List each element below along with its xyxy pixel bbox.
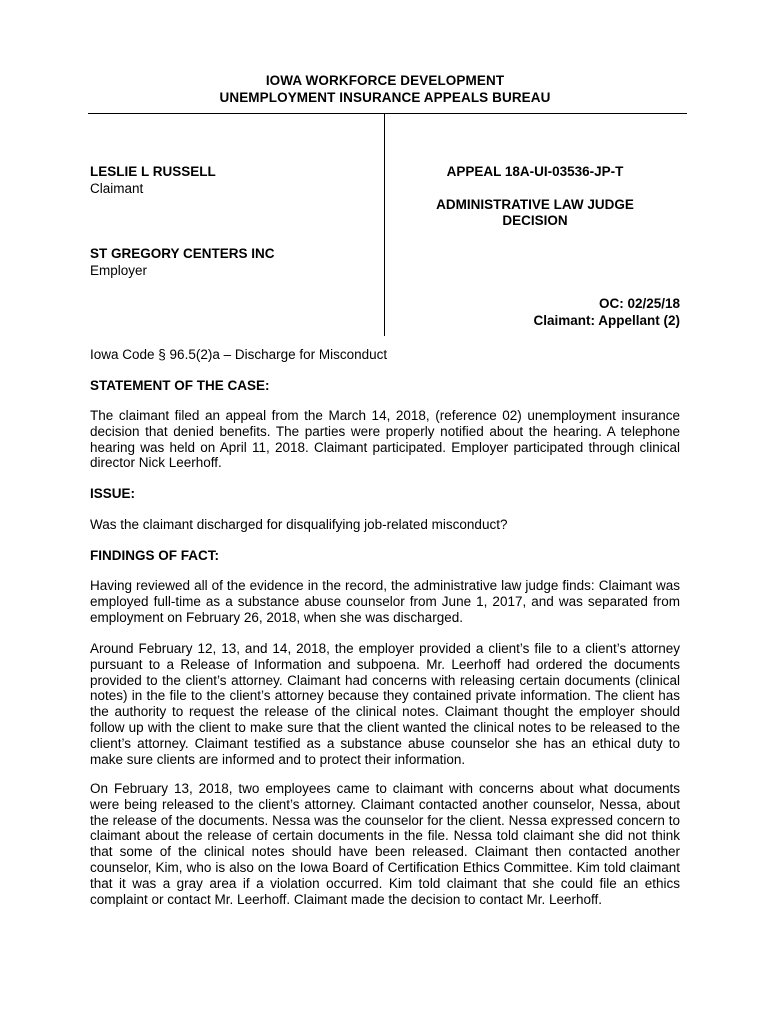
bureau-title: UNEMPLOYMENT INSURANCE APPEALS BUREAU	[219, 90, 551, 105]
findings-paragraph-3: On February 13, 2018, two employees came to claimant with concerns about what documents were being released to the client’s attorney. Claimant contacted another counselor, Nessa, about the release of the documents. Nessa was the counselor for the client. Nessa expressed concern to claimant about the release of certain documents in the file. Nessa told claimant she did not think that some of the clinical notes should have been released. Claimant then contacted another counselor, Kim, who is also on the Iowa Board of Certification Ethics Committee. Kim told claimant that it was a gray area if a violation occurred. Kim told claimant that she could file an ethics complaint or contact Mr. Leerhoff. Claimant made the decision to contact Mr. Leerhoff.	[90, 781, 680, 907]
issue-paragraph: Was the claimant discharged for disqualifying job-related misconduct?	[90, 517, 508, 532]
decision-title-line-1: ADMINISTRATIVE LAW JUDGE	[436, 197, 634, 212]
appeal-number: APPEAL 18A-UI-03536-JP-T	[446, 164, 624, 179]
oc-date: OC: 02/25/18	[598, 296, 680, 311]
findings-heading: FINDINGS OF FACT:	[90, 548, 219, 563]
statement-heading: STATEMENT OF THE CASE:	[90, 378, 270, 393]
claimant-status: Claimant: Appellant (2)	[533, 313, 680, 328]
caption-vertical-divider	[384, 113, 385, 336]
claimant-role: Claimant	[90, 181, 144, 196]
code-reference: Iowa Code § 96.5(2)a – Discharge for Misconduct	[90, 347, 388, 362]
issue-heading: ISSUE:	[90, 486, 136, 501]
findings-paragraph-1: Having reviewed all of the evidence in the record, the administrative law judge finds: Claimant was employed full-time as a substance abuse counselor from June 1, 2017, and was separated from employment on February 26, 2018, when she was discharged.	[90, 578, 680, 625]
agency-title: IOWA WORKFORCE DEVELOPMENT	[265, 73, 505, 88]
employer-role: Employer	[90, 263, 148, 278]
findings-paragraph-2: Around February 12, 13, and 14, 2018, the employer provided a client’s file to a client’s attorney pursuant to a Release of Information and subpoena. Mr. Leerhoff had ordered the documents provided to the client’s attorney. Claimant had concerns with releasing certain documents (clinical notes) in the file to the client’s attorney because they contained private information. The client has the authority to request the release of the clinical notes. Claimant thought the employer should follow up with the client to make sure that the client wanted the clinical notes to be released to the client’s attorney. Claimant testified as a substance abuse counselor she has an ethical duty to make sure clients are informed and to protect their information.	[90, 641, 680, 767]
header-horizontal-rule	[88, 113, 687, 114]
decision-title-line-2: DECISION	[502, 213, 568, 228]
claimant-name: LESLIE L RUSSELL	[90, 164, 216, 179]
employer-name: ST GREGORY CENTERS INC	[90, 246, 275, 261]
statement-paragraph: The claimant filed an appeal from the March 14, 2018, (reference 02) unemployment insurance decision that denied benefits. The parties were properly notified about the hearing. A telephone hearing was held on April 11, 2018. Claimant participated. Employer participated through clinical director Nick Leerhoff.	[90, 408, 680, 471]
